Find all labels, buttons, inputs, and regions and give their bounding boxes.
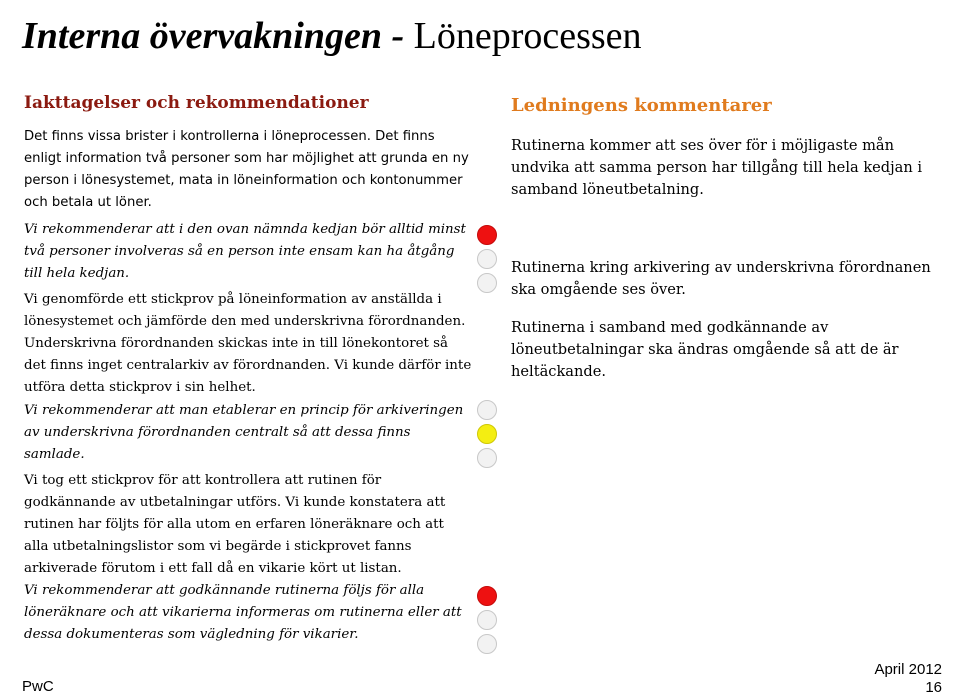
recommendation-paragraph-3: Vi rekommenderar att godkännande rutinerna följs för alla löneräknare och att vikarierna informeras om rutinerna eller att dessa dokumenteras som vägledning för vikarier. bbox=[24, 583, 462, 642]
traffic-light-red-icon bbox=[477, 586, 497, 606]
traffic-light-yellow-icon bbox=[477, 424, 497, 444]
finding-paragraph-2: Vi genomförde ett stickprov på löneinformation av anställda i lönesystemet och jämförde den med underskrivna förordnanden. Underskrivna förordnanden skickas inte in till lönekontoret så det finns inget centralarkiv av förordnanden. Vi kunde därför inte utföra detta stickprov i sin helhet. bbox=[24, 292, 472, 395]
traffic-light-off-icon bbox=[477, 448, 497, 468]
management-comments-heading: Ledningens kommentarer bbox=[511, 95, 772, 116]
traffic-light-off-icon bbox=[477, 610, 497, 630]
traffic-light-1 bbox=[477, 225, 497, 297]
finding-paragraph-1: Det finns vissa brister i kontrollerna i löneprocessen. Det finns enligt information två personer som har möjlighet att grunda en ny person i lönesystemet, mata in löneinformation och kontonummer och betala ut löner. bbox=[24, 129, 469, 210]
finding-paragraph-3: Vi tog ett stickprov för att kontrollera att rutinen för godkännande av utbetalningar utförs. Vi kunde konstatera att rutinen har följts för alla utom en erfaren löneräknare och att alla utbetalningslistor som vi begärde i stickprovet fanns arkiverade förutom i ett fall då en vikarie kört ut listan. bbox=[24, 473, 446, 576]
findings-heading: Iakttagelser och rekommendationer bbox=[24, 93, 369, 113]
traffic-light-off-icon bbox=[477, 249, 497, 269]
footer-date: April 2012 bbox=[874, 661, 942, 678]
management-comment-3: Rutinerna i samband med godkännande av löneutbetalningar ska ändras omgående så att de är heltäckande. bbox=[511, 319, 899, 380]
traffic-light-3 bbox=[477, 586, 497, 658]
footer-info bbox=[874, 661, 942, 697]
slide-title-main: Interna övervakningen - bbox=[22, 15, 405, 57]
recommendation-paragraph-1: Vi rekommenderar att i den ovan nämnda kedjan bör alltid minst två personer involveras så en person inte ensam kan ha åtgång till hela kedjan. bbox=[24, 222, 466, 281]
management-comment-2: Rutinerna kring arkivering av underskrivna förordnanen ska omgående ses över. bbox=[511, 259, 931, 298]
recommendation-paragraph-2: Vi rekommenderar att man etablerar en princip för arkiveringen av underskrivna förordnanden centralt så att dessa finns samlade. bbox=[24, 403, 464, 462]
traffic-light-off-icon bbox=[477, 634, 497, 654]
traffic-light-off-icon bbox=[477, 400, 497, 420]
traffic-light-off-icon bbox=[477, 273, 497, 293]
page-number: 16 bbox=[925, 679, 942, 696]
footer-brand: PwC bbox=[22, 678, 54, 695]
traffic-light-2 bbox=[477, 400, 497, 472]
management-comment-1: Rutinerna kommer att ses över för i möjligaste mån undvika att samma person har tillgång till hela kedjan i samband löneutbetalning. bbox=[511, 137, 923, 198]
slide-title-sub: Löneprocessen bbox=[413, 15, 642, 57]
slide-title bbox=[22, 14, 642, 58]
traffic-light-red-icon bbox=[477, 225, 497, 245]
